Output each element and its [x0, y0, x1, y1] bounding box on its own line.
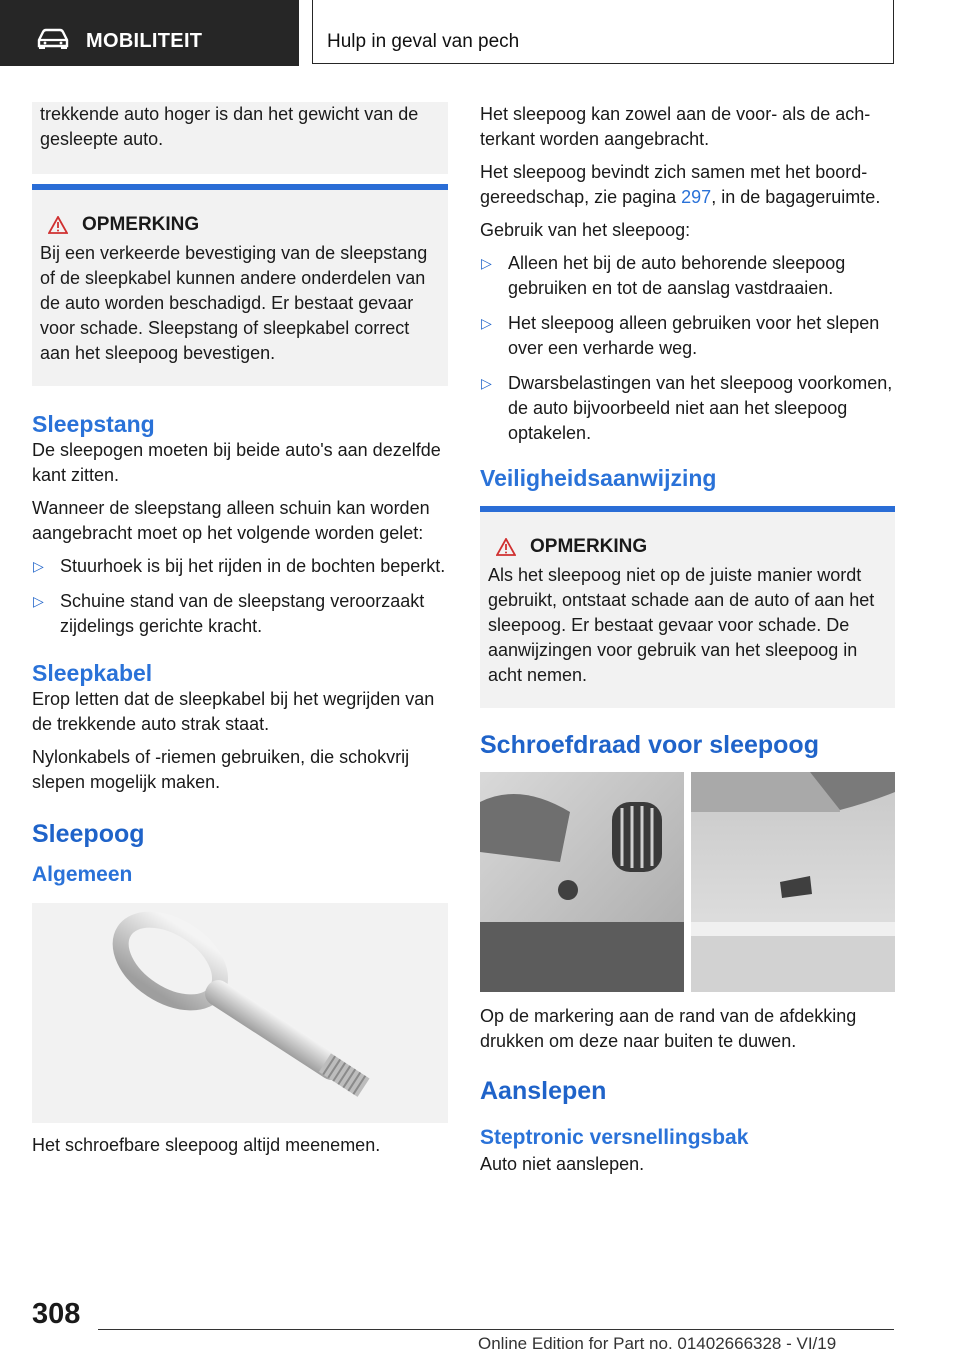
- warning-triangle-icon: [496, 538, 516, 556]
- car-icon: [36, 28, 70, 50]
- warning-notice: [480, 506, 895, 708]
- heading-steptronic: Steptronic versnellingsbak: [480, 1126, 749, 1149]
- heading-sleepoog: Sleepoog: [32, 820, 145, 848]
- triangle-bullet-icon: ▷: [481, 375, 492, 391]
- notice-text: Bij een verkeerde bevestiging van de sleepstang of de sleepkabel kunnen andere onderdelen van de auto worden beschadigd. Er bestaat gevaar voor schade. Sleepstang of sleepkabel correct aan het sleepoog bevestigen.: [40, 243, 428, 363]
- heading-aanslepen: Aanslepen: [480, 1077, 607, 1105]
- paragraph: Nylonkabels of -riemen gebruiken, die schokvrij slepen mogelijk maken.: [32, 747, 410, 792]
- paragraph: De sleepogen moeten bij beide auto's aan dezelfde kant zitten.: [32, 440, 441, 485]
- notice-title: OPMERKING: [488, 534, 887, 559]
- paragraph: Auto niet aanslepen.: [480, 1154, 645, 1174]
- paragraph: Wanneer de sleepstang alleen schuin kan worden aangebracht moet op het volgende worden gelet:: [32, 498, 430, 543]
- heading-sleepstang: Sleepstang: [32, 411, 155, 437]
- triangle-bullet-icon: ▷: [481, 315, 492, 331]
- tow-eye-illustration: [32, 903, 448, 1123]
- notice-text: Als het sleepoog niet op de juiste manier wordt gebruikt, ontstaat schade aan de auto of aan het sleepoog. Er bestaat gevaar voor schade. De aanwijzingen voor gebruik van het sleepoog in acht nemen.: [488, 565, 875, 685]
- figure-caption: Het schroefbare sleepoog altijd meenemen.: [32, 1135, 381, 1155]
- page-number: 308: [32, 1298, 81, 1330]
- list-item: ▷ Dwarsbelastingen van het sleepoog voorkomen, de auto bijvoorbeeld niet aan het sleepoog optakelen.: [481, 373, 893, 443]
- right-column: [480, 102, 895, 1185]
- triangle-bullet-icon: ▷: [33, 593, 44, 609]
- warning-notice: [32, 184, 448, 386]
- bullet-list: [32, 554, 448, 639]
- list-item: ▷ Het sleepoog alleen gebruiken voor het slepen over een verharde weg.: [481, 313, 880, 358]
- heading-veiligheid: Veiligheidsaanwijzing: [480, 465, 717, 491]
- paragraph: Erop letten dat de sleepkabel bij het wegrijden van de trekkende auto strak staat.: [32, 689, 435, 734]
- chapter-tab: [0, 0, 299, 66]
- section-header: [312, 0, 894, 64]
- notice-title: OPMERKING: [40, 212, 440, 237]
- bullet-list: [480, 251, 895, 446]
- list-item: ▷ Schuine stand van de sleepstang veroorzaakt zijdelings gerichte kracht.: [33, 591, 425, 636]
- list-item: ▷ Alleen het bij de auto behorende sleepoog gebruiken en tot de aanslag vastdraaien.: [481, 253, 846, 298]
- bumper-photo: [480, 772, 895, 992]
- triangle-bullet-icon: ▷: [33, 558, 44, 574]
- triangle-bullet-icon: ▷: [481, 255, 492, 271]
- heading-sleepkabel: Sleepkabel: [32, 660, 153, 686]
- left-column: [32, 102, 448, 1166]
- paragraph: Het sleepoog bevindt zich samen met het boordgereedschap, zie pagina 297, in de bagageruimte.: [480, 162, 881, 207]
- warning-triangle-icon: [48, 216, 68, 234]
- chapter-label: MOBILITEIT: [86, 30, 203, 52]
- paragraph: Gebruik van het sleepoog:: [480, 220, 691, 240]
- page-link[interactable]: 297: [681, 187, 712, 207]
- edition-text: Online Edition for Part no. 01402666328 - VI/19: [478, 1334, 837, 1353]
- continued-notice: [32, 102, 448, 174]
- continued-text: trekkende auto hoger is dan het gewicht van de gesleepte auto.: [40, 104, 419, 149]
- heading-algemeen: Algemeen: [32, 863, 133, 886]
- heading-schroefdraad: Schroefdraad voor sleepoog: [480, 731, 819, 759]
- section-title: Hulp in geval van pech: [327, 31, 520, 52]
- footer-divider: [98, 1329, 894, 1330]
- figure-caption: Op de markering aan de rand van de afdekking drukken om deze naar buiten te duwen.: [480, 1006, 857, 1051]
- paragraph: Het sleepoog kan zowel aan de voor- als de achterkant worden aangebracht.: [480, 104, 871, 149]
- list-item: ▷ Stuurhoek is bij het rijden in de bochten beperkt.: [32, 554, 448, 579]
